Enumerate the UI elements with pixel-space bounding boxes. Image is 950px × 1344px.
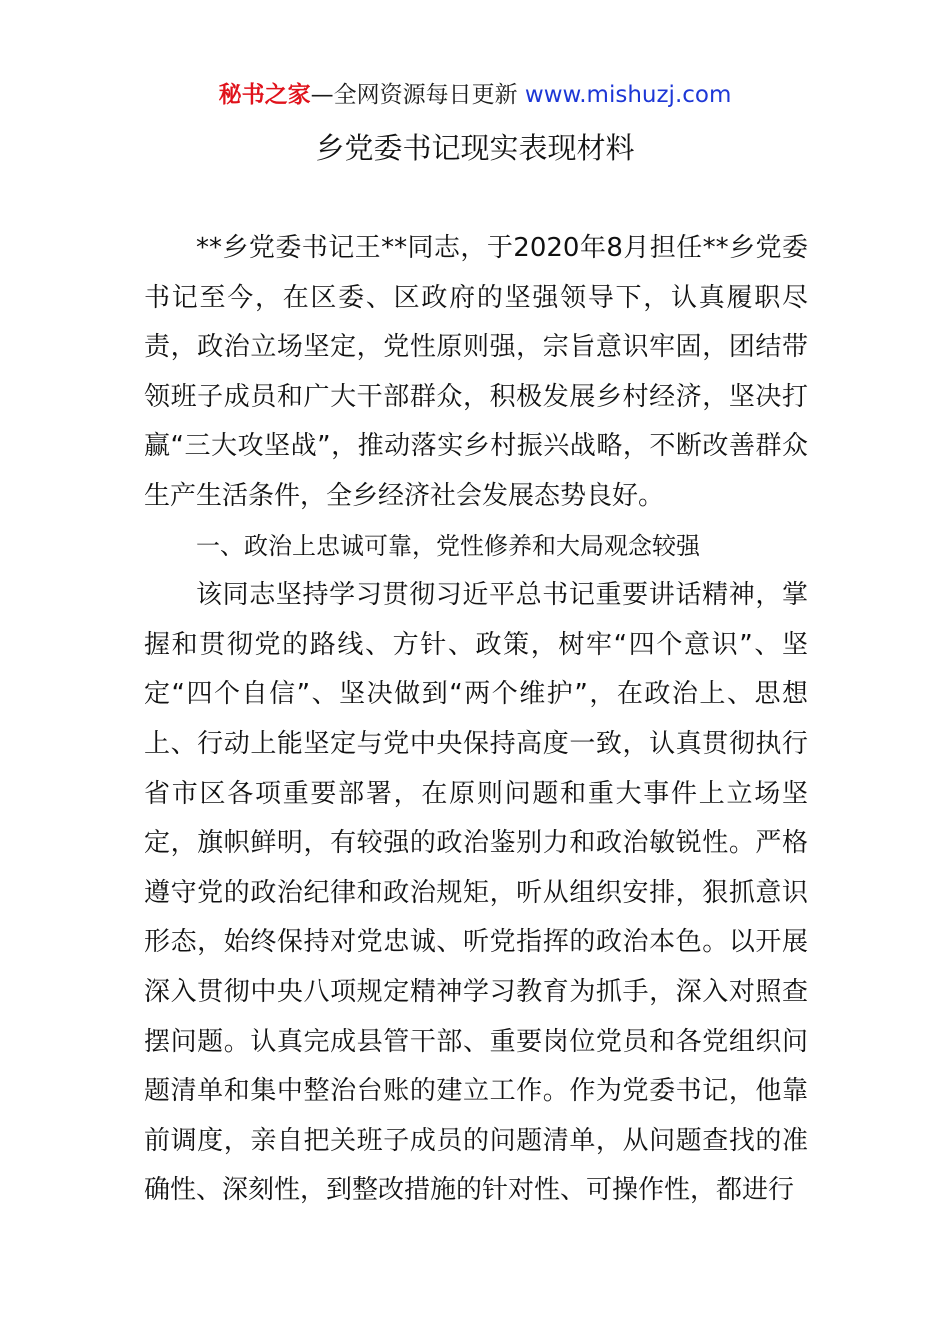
site-url-link[interactable]: www.mishuzj.com [524,82,732,108]
intro-paragraph: **乡党委书记王**同志，于2020年8月担任**乡党委书记至今，在区委、区政府的坚强领导下，认真履职尽责，政治立场坚定，党性原则强，宗旨意识牢固，团结带领班子成员和广大干部群众，积极发展乡村经济，坚决打赢“三大攻坚战”，推动落实乡村振兴战略，不断改善群众生产生活条件，全乡经济社会发展态势良好。 [144,233,808,511]
document-title: 乡党委书记现实表现材料 [315,131,635,165]
section-heading: 一、政治上忠诚可靠，党性修养和大局观念较强 [196,531,700,560]
section-body-paragraph: 该同志坚持学习贯彻习近平总书记重要讲话精神，掌握和贯彻党的路线、方针、政策，树牢“四个意识”、坚定“四个自信”、坚决做到“两个维护”，在政治上、思想上、行动上能坚定与党中央保持高度一致，认真贯彻执行省市区各项重要部署，在原则问题和重大事件上立场坚定，旗帜鲜明，有较强的政治鉴别力和政治敏锐性。严格遵守党的政治纪律和政治规矩，听从组织安排，狠抓意识形态，始终保持对党忠诚、听党指挥的政治本色。以开展深入贯彻中央八项规定精神学习教育为抓手，深入对照查摆问题。认真完成县管干部、重要岗位党员和各党组织问题清单和集中整治台账的建立工作。作为党委书记，他靠前调度，亲自把关班子成员的问题清单，从问题查找的准确性、深刻性，到整改措施的针对性、可操作性，都进行 [144,580,808,1206]
site-header [0,78,950,112]
document-body [144,224,808,1216]
site-brand: 秘书之家 [218,82,311,108]
site-tagline: —全网资源每日更新 [310,82,525,108]
